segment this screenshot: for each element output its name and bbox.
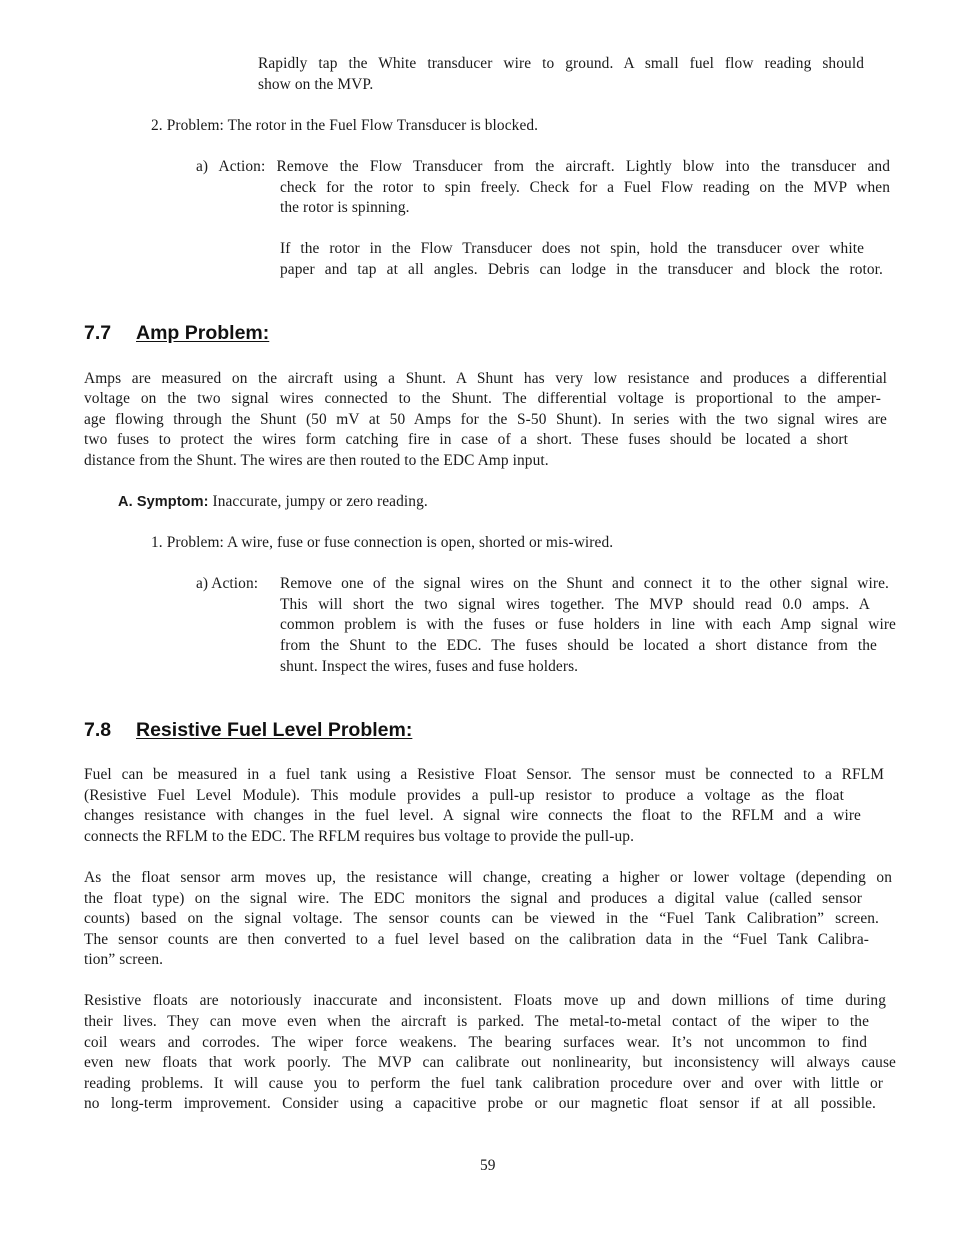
sec78-para3-line-1: Resistive floats are notoriously inaccurate and inconsistent. Floats move up and down millions of time during <box>84 992 886 1009</box>
sec78-para3-line-3: coil wears and corrodes. The wiper force weakens. The bearing surfaces wear. It’s not uncommon to find <box>84 1034 867 1051</box>
action-a1-para2-line-2: paper and tap at all angles. Debris can lodge in the transducer and block the rotor. <box>280 261 883 278</box>
symptom-label: A. Symptom: <box>118 494 209 510</box>
sec77-body-line-3: age flowing through the Shunt (50 mV at 50 Amps for the S-50 Shunt). In series with the two signal wires are <box>84 411 887 428</box>
sec78-para2-line-1: As the float sensor arm moves up, the resistance will change, creating a higher or lower voltage (depending on <box>84 869 892 886</box>
sec77-action-line-3: common problem is with the fuses or fuse holders in line with each Amp signal wire <box>280 616 896 633</box>
sec77-action-line-2: This will short the two signal wires together. The MVP should read 0.0 amps. A <box>280 596 870 613</box>
section-7-8-number: 7.8 <box>84 719 112 741</box>
sec77-action-lead: a) Action: <box>196 575 259 592</box>
sec77-body-line-1: Amps are measured on the aircraft using a Shunt. A Shunt has very low resistance and produces a differential <box>84 370 887 387</box>
intro-line-2: show on the MVP. <box>258 76 374 93</box>
sec78-para1-line-2: (Resistive Fuel Level Module). This module provides a pull-up resistor to produce a voltage as the float <box>84 787 844 804</box>
sec77-action-line-1: Remove one of the signal wires on the Shunt and connect it to the other signal wire. <box>280 575 889 592</box>
sec78-para3-line-6: no long-term improvement. Consider using a capacitive probe or our magnetic float sensor if at all possible. <box>84 1095 876 1112</box>
sec78-para2-line-3: counts) based on the signal voltage. The sensor counts can be viewed in the “Fuel Tank Calibration” screen. <box>84 910 879 927</box>
sec77-problem-1: 1. Problem: A wire, fuse or fuse connection is open, shorted or mis-wired. <box>151 534 614 551</box>
sec78-para1-line-3: changes resistance with changes in the fuel level. A signal wire connects the float to the RFLM and a wire <box>84 807 861 824</box>
symptom-text: Inaccurate, jumpy or zero reading. <box>208 493 428 510</box>
problem-2: 2. Problem: The rotor in the Fuel Flow Transducer is blocked. <box>151 117 539 134</box>
sec77-body-line-2: voltage on the two signal wires connected to the Shunt. The differential voltage is proportional to the amper- <box>84 390 881 407</box>
action-a1-para2-line-1: If the rotor in the Flow Transducer does not spin, hold the transducer over white <box>280 240 864 257</box>
sec77-body-line-4: two fuses to protect the wires form catching fire in case of a short. These fuses should be located a short <box>84 431 848 448</box>
section-7-7-heading <box>84 321 269 345</box>
section-7-7-title: Amp Problem: <box>136 322 270 344</box>
section-7-8-heading <box>84 718 412 742</box>
action-a1-line-2: check for the rotor to spin freely. Check for a Fuel Flow reading on the MVP when <box>280 179 890 196</box>
sec78-para3-line-2: their lives. They can move even when the aircraft is parked. The metal-to-metal contact of the wiper to the <box>84 1013 869 1030</box>
section-7-7-number: 7.7 <box>84 322 112 344</box>
action-a1-line-3: the rotor is spinning. <box>280 199 410 216</box>
sec77-action-line-4: from the Shunt to the EDC. The fuses should be located a short distance from the <box>280 637 877 654</box>
sec78-para1-line-4: connects the RFLM to the EDC. The RFLM requires bus voltage to provide the pull-up. <box>84 828 635 845</box>
page-number: 59 <box>480 1157 496 1174</box>
sec78-para2-line-5: tion” screen. <box>84 951 164 968</box>
sec78-para2-line-4: The sensor counts are then converted to a fuel level based on the calibration data in the “Fuel Tank Calibra- <box>84 931 869 948</box>
sec78-para3-line-4: even new floats that work poorly. The MVP can calibrate out nonlinearity, but inconsistency will always cause <box>84 1054 896 1071</box>
sec78-para2-line-2: the float type) on the signal wire. The EDC monitors the signal and produces a digital value (called sensor <box>84 890 862 907</box>
sec78-para3-line-5: reading problems. It will cause you to perform the fuel tank calibration procedure over and over with little or <box>84 1075 883 1092</box>
intro-line-1: Rapidly tap the White transducer wire to ground. A small fuel flow reading should <box>258 55 864 72</box>
sec77-body-line-5: distance from the Shunt. The wires are then routed to the EDC Amp input. <box>84 452 549 469</box>
section-7-8-title: Resistive Fuel Level Problem: <box>136 719 413 741</box>
action-a1-lead: a) Action: Remove the Flow Transducer from the aircraft. Lightly blow into the transducer and <box>196 158 890 175</box>
symptom-line <box>118 492 428 512</box>
sec77-action-line-5: shunt. Inspect the wires, fuses and fuse holders. <box>280 658 579 675</box>
sec78-para1-line-1: Fuel can be measured in a fuel tank using a Resistive Float Sensor. The sensor must be connected to a RFLM <box>84 766 884 783</box>
